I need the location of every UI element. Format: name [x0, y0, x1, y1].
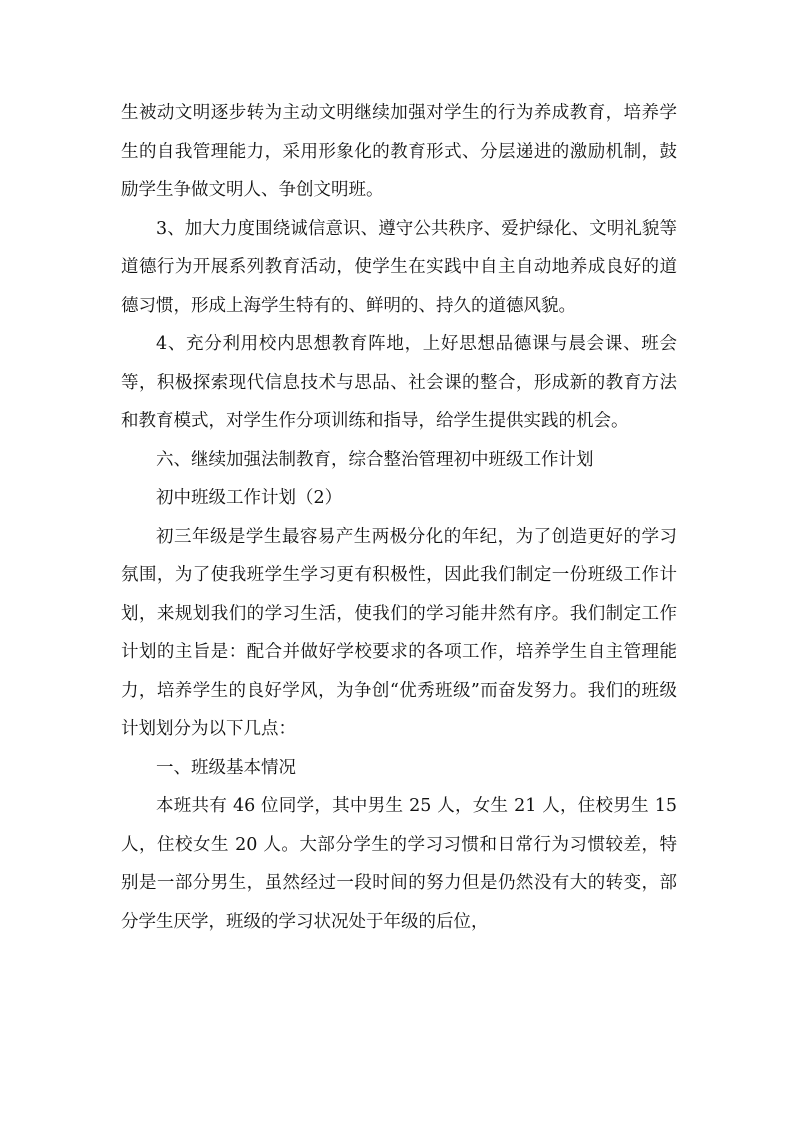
- section-heading-six: 六、继续加强法制教育，综合整治管理初中班级工作计划: [156, 449, 594, 470]
- paragraph-continuation: 生被动文明逐步转为主动文明继续加强对学生的行为养成教育，培养学生的自我管理能力，采用形象化的教育形式、分层递进的激励机制，鼓励学生争做文明人、争创文明班。: [121, 103, 677, 200]
- paragraph-item-4: 4、充分利用校内思想教育阵地，上好思想品德课与晨会课、班会等，积极探索现代信息技术与思品、社会课的整合，形成新的教育方法和教育模式，对学生作分项训练和指导，给学生提供实践的机会。: [121, 334, 677, 431]
- document-body: [121, 94, 677, 941]
- paragraph-intro: 初三年级是学生最容易产生两极分化的年纪，为了创造更好的学习氛围，为了使我班学生学习更有积极性，因此我们制定一份班级工作计划，来规划我们的学习生活，使我们的学习能井然有序。我们制定工作计划的主旨是：配合并做好学校要求的各项工作，培养学生自主管理能力，培养学生的良好学风，为争创“优秀班级”而奋发努力。我们的班级计划划分为以下几点：: [121, 526, 677, 739]
- paragraph-item-3: 3、加大力度围绕诚信意识、遵守公共秩序、爱护绿化、文明礼貌等道德行为开展系列教育活动，使学生在实践中自主自动地养成良好的道德习惯，形成上海学生特有的、鲜明的、持久的道德风貌。: [121, 218, 677, 316]
- document-subtitle: 初中班级工作计划（2）: [156, 488, 343, 508]
- section-heading-one: 一、班级基本情况: [156, 757, 296, 778]
- paragraph-class-info: 本班共有 46 位同学，其中男生 25 人，女生 21 人，住校男生 15 人，住校女生 20 人。大部分学生的学习习惯和日常行为习惯较差，特别是一部分男生，虽然经过一段时间的努力但是仍然没有大的转变，部分学生厌学，班级的学习状况处于年级的后位，: [121, 796, 677, 932]
